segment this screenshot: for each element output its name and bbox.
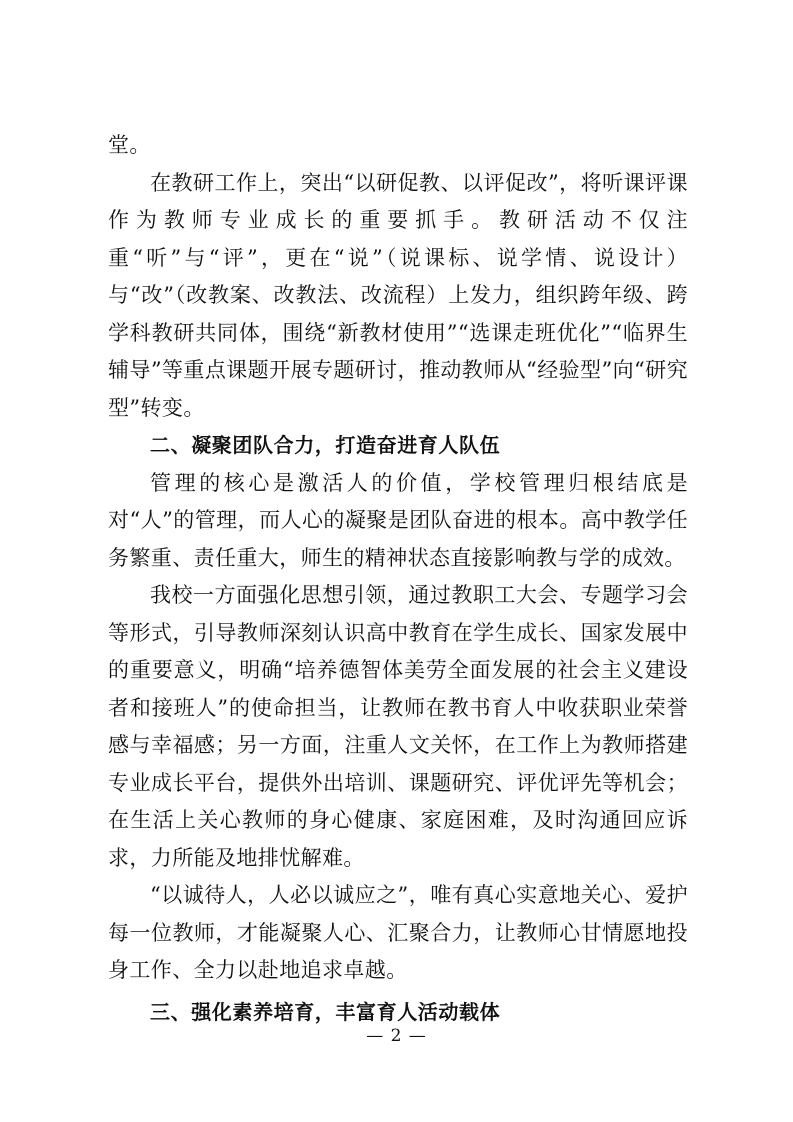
paragraph-teaching-research: 在教研工作上，突出“以研促教、以评促改”，将听课评课作为教师专业成长的重要抓手。教研活动不仅注重“听”与“评”，更在“说”（说课标、说学情、说设计）与“改”（改教案、改教法、改流程）上发力，组织跨年级、跨学科教研共同体，围绕“新教材使用”“选课走班优化”“临界生辅导”等重点课题开展专题研讨，推动教师从“经验型”向“研究型”转变。	[108, 170, 688, 420]
document-body	[108, 127, 688, 1031]
paragraph-continuation: 堂。	[108, 133, 151, 157]
paragraph-ideological-guidance: 我校一方面强化思想引领，通过教职工大会、专题学习会等形式，引导教师深刻认识高中教育在学生成长、国家发展中的重要意义，明确“培养德智体美劳全面发展的社会主义建设者和接班人”的使命担当，让教师在教书育人中收获职业荣誉感与幸福感；另一方面，注重人文关怀，在工作上为教师搭建专业成长平台，提供外出培训、课题研究、评优评先等机会；在生活上关心教师的身心健康、家庭困难，及时沟通回应诉求，力所能及地排忧解难。	[108, 583, 688, 870]
section-heading-3: 三、强化素养培育，丰富育人活动载体	[150, 999, 501, 1024]
section-heading-2: 二、凝聚团队合力，打造奋进育人队伍	[150, 433, 501, 457]
paragraph-sincerity-quote: “以诚待人，人必以诚应之”，唯有真心实意地关心、爱护每一位教师，才能凝聚人心、汇聚合力，让教师心甘情愿地投身工作、全力以赴地追求卓越。	[108, 883, 688, 982]
paragraph-management-core: 管理的核心是激活人的价值，学校管理归根结底是对“人”的管理，而人心的凝聚是团队奋进的根本。高中教学任务繁重、责任重大，师生的精神状态直接影响教与学的成效。	[108, 470, 688, 570]
page-number: — 2 —	[366, 1026, 427, 1046]
